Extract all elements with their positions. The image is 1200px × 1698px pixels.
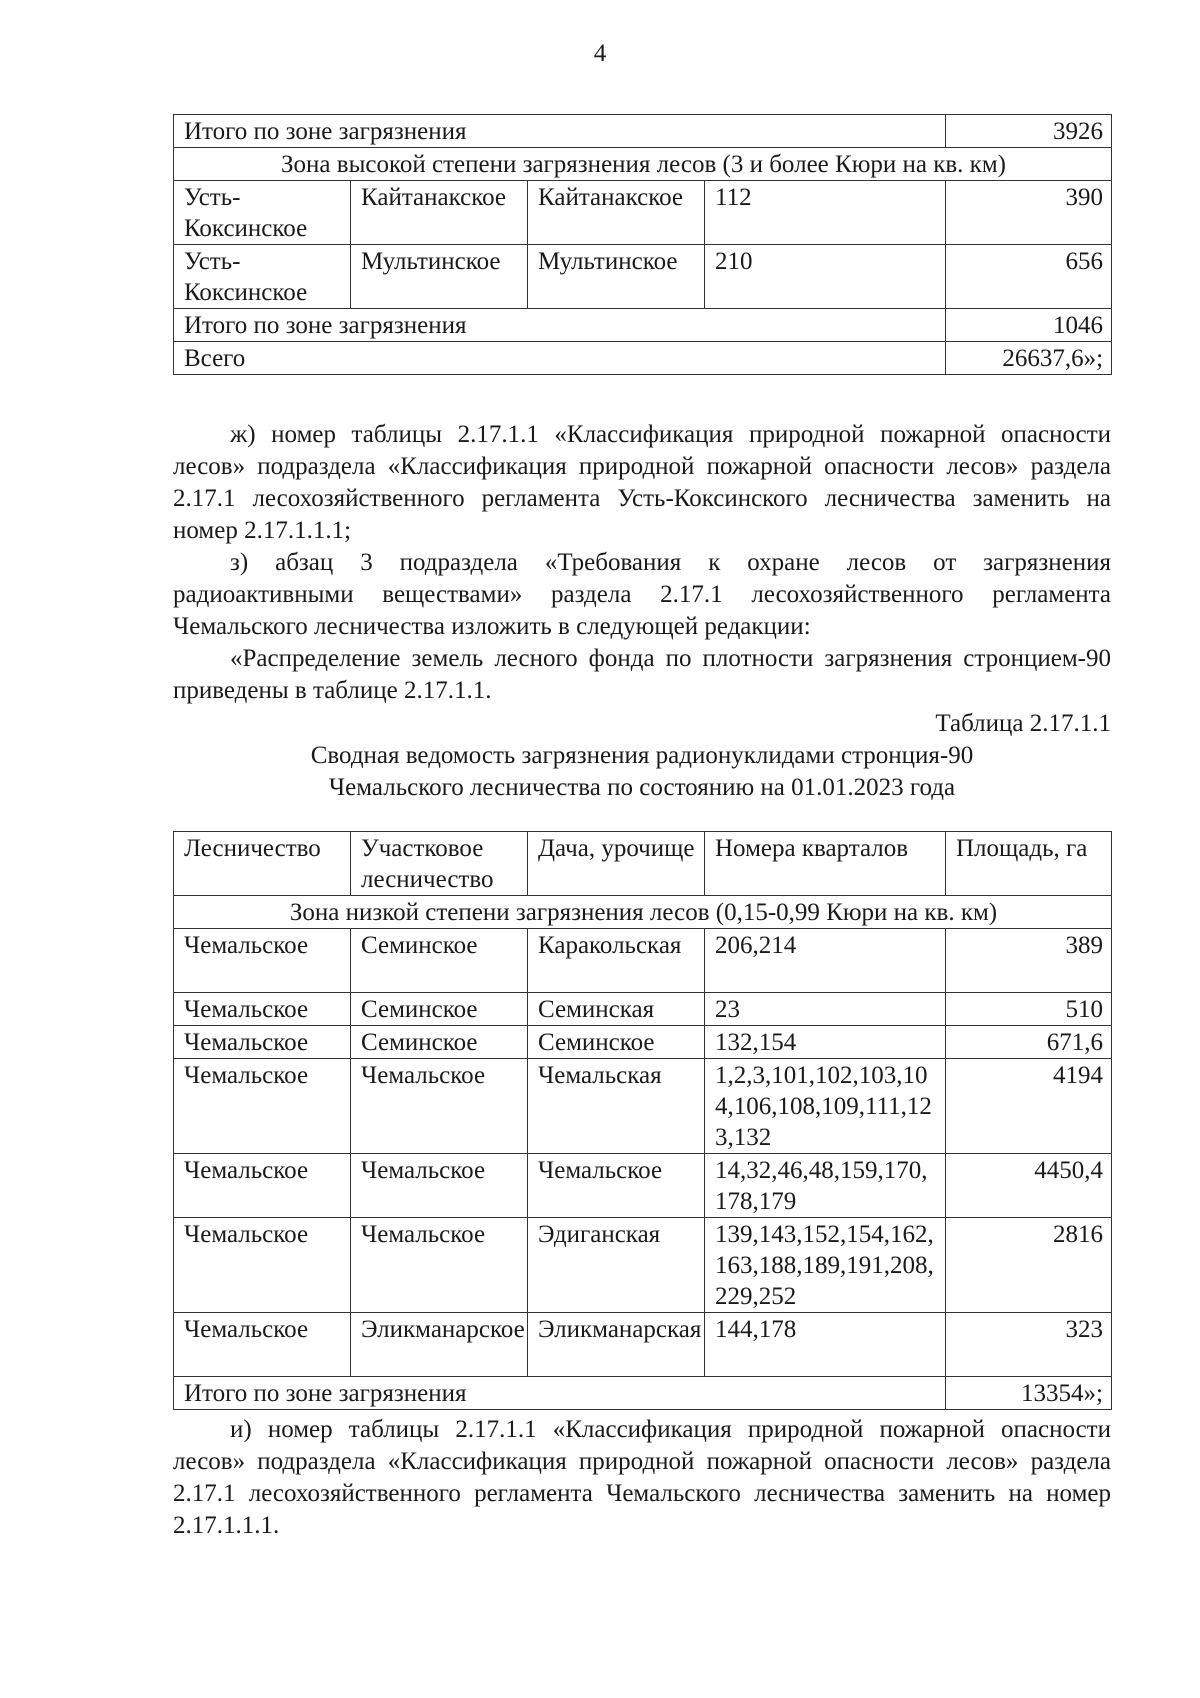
table-row [174,148,1112,181]
cell-district: Семинское [351,993,528,1026]
table-row [174,1059,1112,1154]
table-row [174,115,1112,148]
cell-area: 4194 [946,1059,1112,1154]
total-value: 3926 [946,115,1112,148]
table-row [174,1377,1112,1410]
table-row [174,993,1112,1026]
cell-forestry: Усть-Коксинское [174,245,351,309]
cell-forestry: Чемальское [174,1313,351,1377]
total-label: Итого по зоне загрязнения [174,309,946,342]
paragraph-i-block [173,1414,1111,1542]
cell-quarters: 206,214 [705,929,946,993]
cell-quarters: 210 [705,245,946,309]
strontium-contamination-table [173,831,1112,1410]
cell-quarters: 144,178 [705,1313,946,1377]
table-row [174,342,1112,375]
table-title [173,740,1111,804]
cell-area: 323 [946,1313,1112,1377]
cell-district: Эликманарское [351,1313,528,1377]
cell-forestry: Чемальское [174,1059,351,1154]
column-header: Участковое лесничество [351,832,528,896]
cell-area: 390 [946,181,1112,245]
grand-total-value: 26637,6»; [946,342,1112,375]
paragraph-quote: «Распределение земель лесного фонда по плотности загрязнения стронцием-90 приведены в таблице 2.17.1.1. [173,645,1111,704]
table-row [174,1026,1112,1059]
table-row [174,929,1112,993]
amendment-paragraphs [173,419,1111,707]
cell-area: 2816 [946,1218,1112,1313]
table-row [174,1154,1112,1218]
cell-district: Мультинское [351,245,528,309]
total-value: 1046 [946,309,1112,342]
cell-dacha: Эликманарская [528,1313,705,1377]
zone-header: Зона высокой степени загрязнения лесов (3 и более Кюри на кв. км) [174,148,1112,181]
cell-area: 671,6 [946,1026,1112,1059]
cell-dacha: Чемальское [528,1154,705,1218]
cell-forestry: Чемальское [174,929,351,993]
cell-dacha: Семинское [528,1026,705,1059]
cell-district: Семинское [351,929,528,993]
column-header: Лесничество [174,832,351,896]
cell-dacha: Эдиганская [528,1218,705,1313]
cell-forestry: Усть-Коксинское [174,181,351,245]
cell-quarters: 14,32,46,48,159,170,178,179 [705,1154,946,1218]
table-caption: Таблица 2.17.1.1 [935,710,1111,737]
cell-district: Чемальское [351,1059,528,1154]
column-header: Площадь, га [946,832,1112,896]
table-row [174,896,1112,929]
table-row [174,181,1112,245]
table-title-line: Чемальского лесничества по состоянию на 01.01.2023 года [328,774,956,801]
cell-dacha: Кайтанакское [528,181,705,245]
total-label: Итого по зоне загрязнения [174,1377,946,1410]
cell-dacha: Чемальская [528,1059,705,1154]
cell-area: 656 [946,245,1112,309]
cell-area: 510 [946,993,1112,1026]
page-number: 4 [593,40,607,67]
paragraph-z: з) абзац 3 подраздела «Требования к охране лесов от загрязнения радиоактивными веществами» раздела 2.17.1 лесохозяйственного регламента Чемальского лесничества изложить в следующей редакции: [173,549,1111,640]
total-value: 13354»; [946,1377,1112,1410]
cell-quarters: 139,143,152,154,162,163,188,189,191,208,229,252 [705,1218,946,1313]
cell-dacha: Мультинское [528,245,705,309]
contamination-table-continued [173,114,1112,375]
column-header: Номера кварталов [705,832,946,896]
total-label: Итого по зоне загрязнения [174,115,946,148]
cell-dacha: Каракольская [528,929,705,993]
cell-quarters: 1,2,3,101,102,103,104,106,108,109,111,123,132 [705,1059,946,1154]
cell-district: Чемальское [351,1154,528,1218]
table-header-row [174,832,1112,896]
cell-district: Чемальское [351,1218,528,1313]
cell-forestry: Чемальское [174,1026,351,1059]
cell-quarters: 112 [705,181,946,245]
cell-quarters: 23 [705,993,946,1026]
cell-area: 4450,4 [946,1154,1112,1218]
cell-quarters: 132,154 [705,1026,946,1059]
table-title-line: Сводная ведомость загрязнения радионуклидами стронция-90 [310,742,974,769]
table-row [174,245,1112,309]
column-header: Дача, урочище [528,832,705,896]
table-row [174,1313,1112,1377]
cell-dacha: Семинская [528,993,705,1026]
grand-total-label: Всего [174,342,946,375]
table-row [174,1218,1112,1313]
paragraph-zh: ж) номер таблицы 2.17.1.1 «Классификация природной пожарной опасности лесов» подраздела «Классификация природной пожарной опасности лесов» раздела 2.17.1 лесохозяйственного регламента Усть-Коксинского лесничества заменить на номер 2.17.1.1.1; [173,421,1111,544]
cell-forestry: Чемальское [174,993,351,1026]
table-row [174,309,1112,342]
cell-forestry: Чемальское [174,1154,351,1218]
cell-area: 389 [946,929,1112,993]
zone-header: Зона низкой степени загрязнения лесов (0,15-0,99 Кюри на кв. км) [174,896,1112,929]
paragraph-i: и) номер таблицы 2.17.1.1 «Классификация природной пожарной опасности лесов» подраздела «Классификация природной пожарной опасности лесов» раздела 2.17.1 лесохозяйственного регламента Чемальского лесничества заменить на номер 2.17.1.1.1. [173,1416,1111,1539]
cell-forestry: Чемальское [174,1218,351,1313]
cell-district: Кайтанакское [351,181,528,245]
cell-district: Семинское [351,1026,528,1059]
